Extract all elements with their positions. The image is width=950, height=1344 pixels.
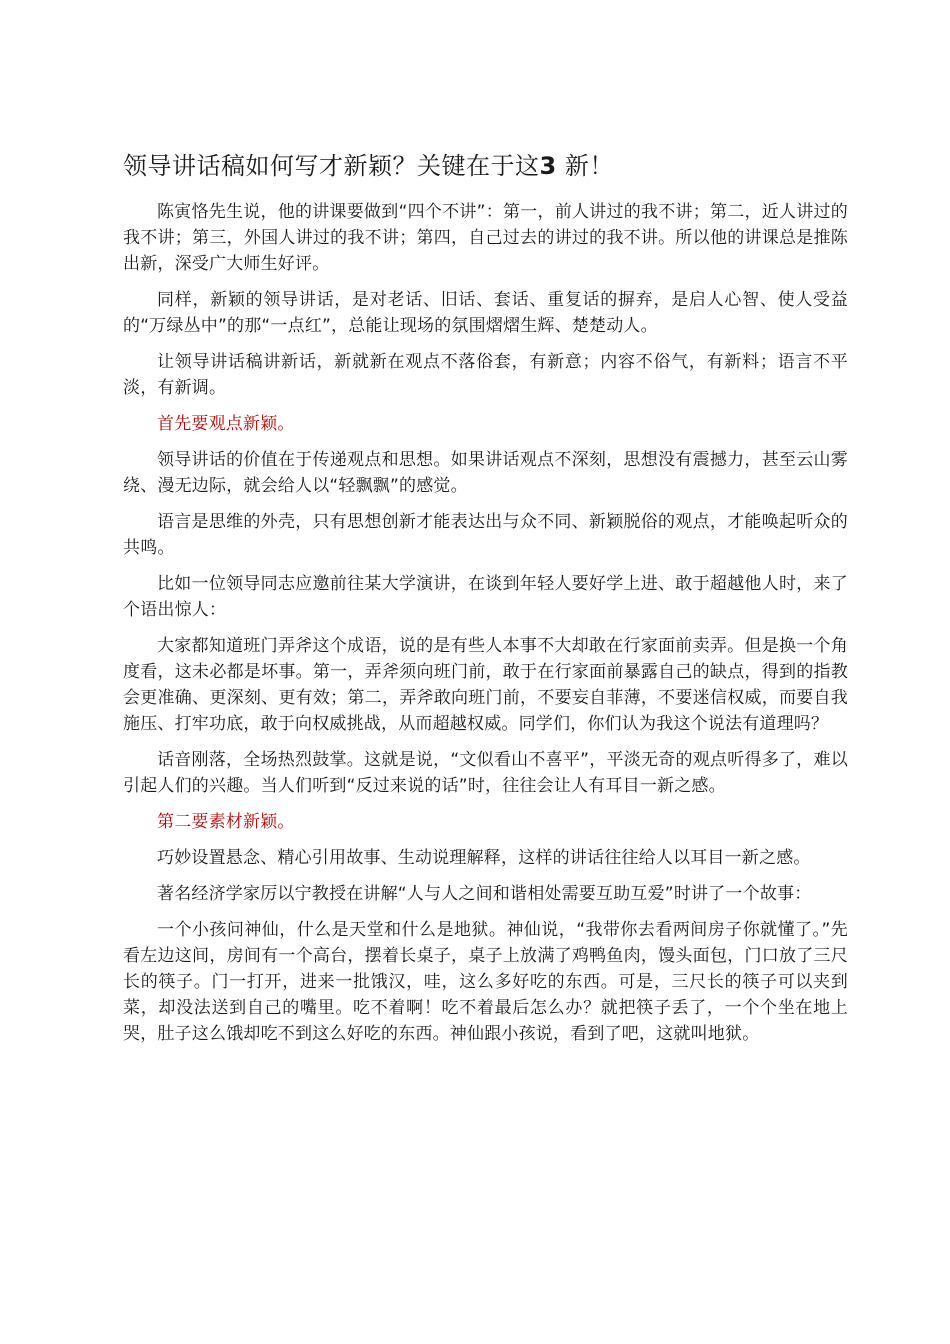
title-prefix: 领导讲话稿如何写才新颖？关键在于这 (123, 152, 540, 180)
section-heading-material: 第二要素材新颖。 (157, 812, 295, 832)
article-title (123, 150, 848, 182)
section-heading-viewpoint: 首先要观点新颖。 (157, 414, 295, 434)
paragraph: 巧妙设置悬念、精心引用故事、生动说理解释，这样的讲话往往给人以耳目一新之感。 (157, 848, 811, 868)
paragraph-story: 一个小孩问神仙，什么是天堂和什么是地狱。神仙说，“我带你去看两间房子你就懂了。”先看左边这间，房间有一个高台，摆着长桌子，桌子上放满了鸡鸭鱼肉，馒头面包，门口放了三尺长的筷子。门一打开，进来一批饿汉，哇，这么多好吃的东西。可是，三尺长的筷子可以夹到菜，却没法送到自己的嘴里。吃不着啊！吃不着最后怎么办？就把筷子丢了，一个个坐在地上哭，肚子这么饿却吃不到这么好吃的东西。神仙跟小孩说，看到了吧，这就叫地狱。 (123, 920, 848, 1044)
paragraph: 同样，新颖的领导讲话，是对老话、旧话、套话、重复话的摒弃，是启人心智、使人受益的“万绿丛中”的那“一点红”，总能让现场的氛围熠熠生辉、楚楚动人。 (123, 290, 848, 336)
paragraph-quote: 大家都知道班门弄斧这个成语，说的是有些人本事不大却敢在行家面前卖弄。但是换一个角度看，这未必都是坏事。第一，弄斧须向班门前，敢于在行家面前暴露自己的缺点，得到的指教会更准确、更深刻、更有效；第二，弄斧敢向班门前，不要妄自菲薄，不要迷信权威，而要自我施压、打牢功底，敢于向权威挑战，从而超越权威。同学们，你们认为我这个说法有道理吗？ (123, 636, 848, 734)
paragraph: 语言是思维的外壳，只有思想创新才能表达出与众不同、新颖脱俗的观点，才能唤起听众的共鸣。 (123, 512, 848, 558)
paragraph: 让领导讲话稿讲新话，新就新在观点不落俗套，有新意；内容不俗气，有新料；语言不平淡，有新调。 (123, 352, 848, 398)
paragraph: 著名经济学家厉以宁教授在讲解“人与人之间和谐相处需要互助互爱”时讲了一个故事： (157, 884, 812, 904)
document-page (123, 150, 848, 1057)
paragraph: 比如一位领导同志应邀前往某大学演讲，在谈到年轻人要好学上进、敢于超越他人时，来了个语出惊人： (123, 574, 848, 620)
title-number: 3 (539, 152, 557, 180)
paragraph: 领导讲话的价值在于传递观点和思想。如果讲话观点不深刻，思想没有震撼力，甚至云山雾绕、漫无边际，就会给人以“轻飘飘”的感觉。 (123, 450, 848, 496)
paragraph-intro: 陈寅恪先生说，他的讲课要做到“四个不讲”：第一，前人讲过的我不讲；第二，近人讲过的我不讲；第三，外国人讲过的我不讲；第四，自己过去的讲过的我不讲。所以他的讲课总是推陈出新，深受广大师生好评。 (123, 202, 848, 274)
paragraph: 话音刚落，全场热烈鼓掌。这就是说，“文似看山不喜平”，平淡无奇的观点听得多了，难以引起人们的兴趣。当人们听到“反过来说的话”时，往往会让人有耳目一新之感。 (123, 750, 848, 796)
title-suffix: 新！ (556, 152, 614, 180)
